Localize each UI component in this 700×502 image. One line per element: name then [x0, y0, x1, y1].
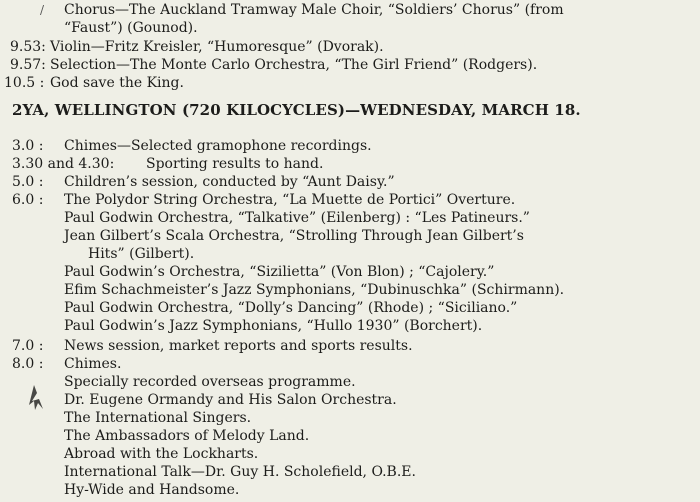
- programme-text: Paul Godwin’s Jazz Symphonians, “Hullo 1930” (Borchert).: [64, 318, 483, 334]
- programme-text: Dr. Eugene Ormandy and His Salon Orchestra.: [64, 392, 397, 408]
- programme-text: Children’s session, conducted by “Aunt Daisy.”: [64, 174, 395, 190]
- programme-text: The Ambassadors of Melody Land.: [64, 428, 310, 444]
- programme-text: News session, market reports and sports results.: [64, 338, 413, 354]
- programme-text: “Faust”) (Gounod).: [64, 20, 198, 36]
- programme-text: Abroad with the Lockharts.: [64, 446, 259, 462]
- programme-text: Violin—Fritz Kreisler, “Humoresque” (Dvorak).: [50, 39, 384, 55]
- programme-time: 10.5 :: [4, 75, 45, 91]
- programme-time: 9.57:: [10, 57, 46, 73]
- programme-text: Paul Godwin Orchestra, “Talkative” (Eilenberg) : “Les Patineurs.”: [64, 210, 530, 226]
- programme-text: Jean Gilbert’s Scala Orchestra, “Strolling Through Jean Gilbert’s: [64, 228, 524, 244]
- programme-text: International Talk—Dr. Guy H. Scholefield, O.B.E.: [64, 464, 416, 480]
- margin-mark: /: [40, 3, 45, 17]
- programme-text: The International Singers.: [64, 410, 252, 426]
- station-heading: 2YA, WELLINGTON (720 KILOCYCLES)—WEDNESDAY, MARCH 18.: [12, 101, 581, 119]
- programme-text: Selection—The Monte Carlo Orchestra, “The Girl Friend” (Rodgers).: [50, 57, 538, 73]
- programme-text: Hy-Wide and Handsome.: [64, 482, 240, 498]
- programme-text: Efim Schachmeister’s Jazz Symphonians, “Dubinuschka” (Schirmann).: [64, 282, 565, 298]
- programme-time: 9.53:: [10, 39, 46, 55]
- programme-text: Chimes.: [64, 356, 122, 372]
- programme-text: Paul Godwin’s Orchestra, “Sizilietta” (Von Blon) ; “Cajolery.”: [64, 264, 495, 280]
- programme-time: 3.30 and 4.30:: [12, 156, 115, 172]
- programme-text: Chimes—Selected gramophone recordings.: [64, 138, 372, 154]
- programme-time: 7.0 :: [12, 338, 44, 354]
- programme-text: God save the King.: [50, 75, 184, 91]
- programme-time: 6.0 :: [12, 192, 44, 208]
- programme-time: 8.0 :: [12, 356, 44, 372]
- margin-ink-mark-icon: [26, 383, 48, 413]
- programme-text: Sporting results to hand.: [146, 156, 324, 172]
- programme-text: The Polydor String Orchestra, “La Muette de Portici” Overture.: [64, 192, 516, 208]
- programme-time: 5.0 :: [12, 174, 44, 190]
- programme-text: Hits” (Gilbert).: [88, 246, 195, 262]
- programme-text: Paul Godwin Orchestra, “Dolly’s Dancing” (Rhode) ; “Siciliano.”: [64, 300, 518, 316]
- programme-text: Chorus—The Auckland Tramway Male Choir, “Soldiers’ Chorus” (from: [64, 2, 564, 18]
- programme-time: 3.0 :: [12, 138, 44, 154]
- programme-text: Specially recorded overseas programme.: [64, 374, 356, 390]
